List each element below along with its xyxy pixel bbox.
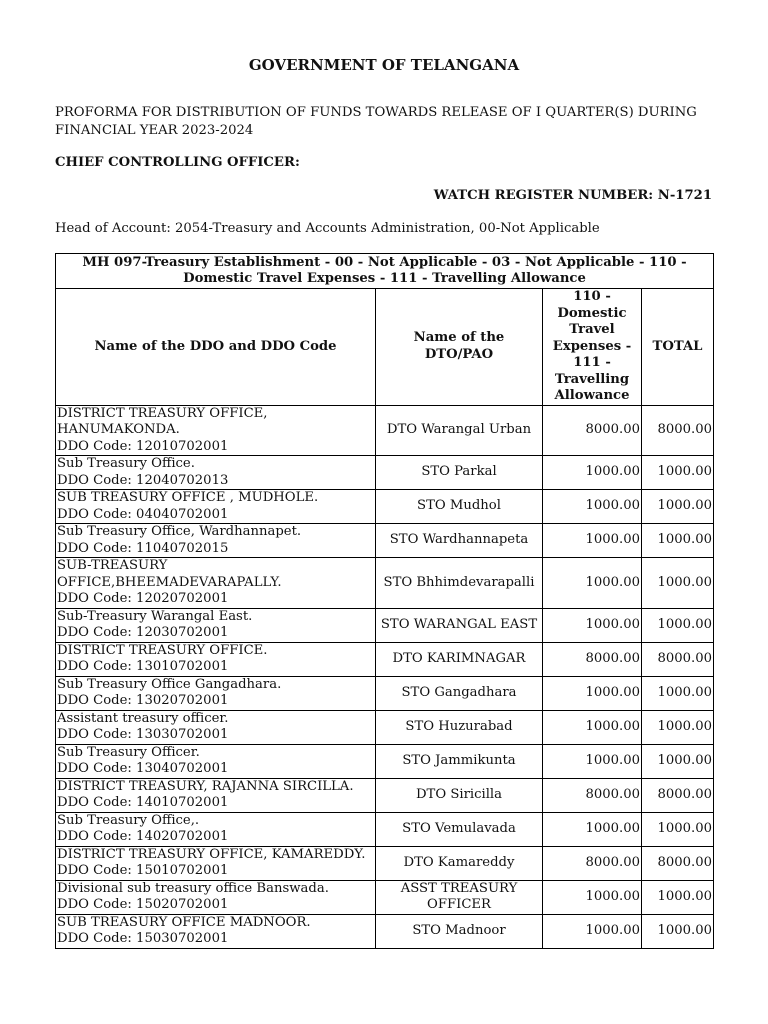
column-header-travel-expenses: 110 - Domestic Travel Expenses - 111 - Travelling Allowance [543,289,642,406]
ddo-code: DDO Code: 11040702015 [57,540,229,556]
amount-cell: 1000.00 [543,710,642,744]
proforma-heading: PROFORMA FOR DISTRIBUTION OF FUNDS TOWARDS RELEASE OF I QUARTER(S) DURING FINANCIAL YEAR 2023-2024 [55,105,697,138]
total-cell: 1000.00 [642,880,714,914]
total-cell: 8000.00 [642,405,714,456]
table-row [56,456,714,490]
ddo-cell [56,456,376,490]
amount-cell: 1000.00 [543,914,642,948]
table-row [56,405,714,456]
ddo-code: DDO Code: 13040702001 [57,761,229,776]
dto-cell: STO Gangadhara [376,676,543,710]
table-row [56,914,714,948]
ddo-cell [56,846,376,880]
amount-cell: 8000.00 [543,642,642,676]
total-cell: 1000.00 [642,812,714,846]
ddo-cell [56,524,376,558]
ddo-cell [56,880,376,914]
table-row [56,880,714,914]
ddo-code: DDO Code: 13010702001 [57,659,229,674]
column-header-total: TOTAL [642,289,714,406]
watch-register-number: WATCH REGISTER NUMBER: N-1721 [433,188,712,203]
dto-cell: DTO Siricilla [376,778,543,812]
table-row [56,744,714,778]
ddo-code: DDO Code: 15010702001 [57,863,229,878]
table-row [56,812,714,846]
ddo-cell [56,405,376,456]
dto-cell: STO Huzurabad [376,710,543,744]
ddo-cell [56,914,376,948]
dto-cell: STO Wardhannapeta [376,524,543,558]
ddo-name: SUB TREASURY OFFICE , MUDHOLE. [57,490,319,505]
total-cell: 8000.00 [642,846,714,880]
ddo-name: DISTRICT TREASURY, RAJANNA SIRCILLA. [57,778,354,794]
ddo-name: Sub-Treasury Warangal East. [57,608,253,624]
ddo-name: SUB-TREASURY OFFICE,BHEEMADEVARAPALLY. [57,558,282,590]
funds-distribution-table [55,253,714,949]
table-row [56,608,714,642]
chief-controlling-officer-label: CHIEF CONTROLLING OFFICER: [55,155,300,170]
table-row [56,778,714,812]
ddo-code: DDO Code: 13030702001 [57,727,229,742]
table-row [56,524,714,558]
document-title: GOVERNMENT OF TELANGANA [248,56,520,74]
ddo-name: Divisional sub treasury office Banswada. [57,880,329,896]
total-cell: 1000.00 [642,524,714,558]
dto-cell: DTO KARIMNAGAR [376,642,543,676]
ddo-cell [56,558,376,609]
ddo-code: DDO Code: 12020702001 [57,591,229,606]
ddo-cell [56,608,376,642]
total-cell: 1000.00 [642,608,714,642]
ddo-code: DDO Code: 14020702001 [57,829,229,844]
ddo-cell [56,812,376,846]
head-of-account: Head of Account: 2054-Treasury and Accounts Administration, 00-Not Applicable [55,221,600,236]
ddo-cell [56,778,376,812]
ddo-cell [56,676,376,710]
ddo-name: DISTRICT TREASURY OFFICE. [57,642,268,658]
table-row [56,558,714,609]
amount-cell: 8000.00 [543,405,642,456]
ddo-cell [56,642,376,676]
amount-cell: 1000.00 [543,812,642,846]
ddo-name: Sub Treasury Office Gangadhara. [57,676,282,692]
total-cell: 8000.00 [642,778,714,812]
total-cell: 1000.00 [642,490,714,524]
amount-cell: 1000.00 [543,490,642,524]
table-row [56,490,714,524]
table-row [56,846,714,880]
ddo-code: DDO Code: 15030702001 [57,931,229,946]
ddo-name: SUB TREASURY OFFICE MADNOOR. [57,914,311,930]
ddo-cell [56,744,376,778]
dto-cell: DTO Kamareddy [376,846,543,880]
total-cell: 1000.00 [642,710,714,744]
table-body [56,405,714,948]
dto-cell: STO WARANGAL EAST [376,608,543,642]
total-cell: 1000.00 [642,456,714,490]
ddo-name: DISTRICT TREASURY OFFICE, HANUMAKONDA. [57,405,268,437]
dto-cell: STO Mudhol [376,490,543,524]
total-cell: 8000.00 [642,642,714,676]
amount-cell: 1000.00 [543,558,642,609]
table-row [56,642,714,676]
column-header-dto: Name of the DTO/PAO [376,289,543,406]
amount-cell: 1000.00 [543,676,642,710]
ddo-code: DDO Code: 13020702001 [57,693,229,708]
ddo-code: DDO Code: 15020702001 [57,897,229,912]
dto-cell: STO Parkal [376,456,543,490]
ddo-code: DDO Code: 12010702001 [57,438,229,454]
amount-cell: 8000.00 [543,846,642,880]
ddo-name: DISTRICT TREASURY OFFICE, KAMAREDDY. [57,846,366,862]
amount-cell: 1000.00 [543,744,642,778]
table-row [56,710,714,744]
ddo-cell [56,490,376,524]
dto-cell: STO Bhhimdevarapalli [376,558,543,609]
ddo-code: DDO Code: 04040702001 [57,506,229,522]
dto-cell: STO Jammikunta [376,744,543,778]
total-cell: 1000.00 [642,558,714,609]
ddo-name: Sub Treasury Officer. [57,744,200,760]
dto-cell: ASST TREASURY OFFICER [376,880,543,914]
amount-cell: 1000.00 [543,524,642,558]
ddo-name: Sub Treasury Office,. [57,812,200,828]
amount-cell: 1000.00 [543,456,642,490]
table-row [56,676,714,710]
total-cell: 1000.00 [642,744,714,778]
ddo-name: Sub Treasury Office, Wardhannapet. [57,524,302,539]
dto-cell: DTO Warangal Urban [376,405,543,456]
table-group-header: MH 097-Treasury Establishment - 00 - Not Applicable - 03 - Not Applicable - 110 - Domestic Travel Expenses - 111 - Travelling Allowance [56,254,714,289]
ddo-name: Sub Treasury Office. [57,456,195,471]
total-cell: 1000.00 [642,914,714,948]
total-cell: 1000.00 [642,676,714,710]
dto-cell: STO Vemulavada [376,812,543,846]
amount-cell: 8000.00 [543,778,642,812]
ddo-code: DDO Code: 12030702001 [57,625,229,640]
ddo-name: Assistant treasury officer. [57,710,229,726]
ddo-code: DDO Code: 14010702001 [57,795,229,810]
ddo-cell [56,710,376,744]
ddo-code: DDO Code: 12040702013 [57,472,229,488]
amount-cell: 1000.00 [543,608,642,642]
amount-cell: 1000.00 [543,880,642,914]
column-header-ddo: Name of the DDO and DDO Code [56,289,376,406]
dto-cell: STO Madnoor [376,914,543,948]
